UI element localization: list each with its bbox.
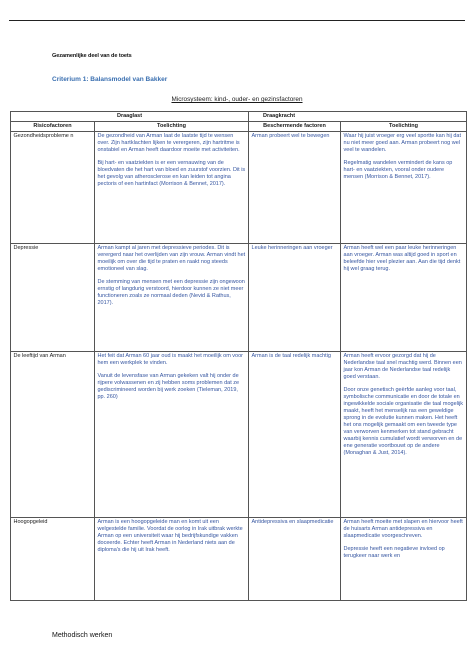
- protective-note-cell: [341, 131, 467, 243]
- risk-factor-cell: Depressie: [11, 243, 95, 351]
- protective-note-paragraph: Arman heeft moeite met slapen en hiervoor heeft de huisarts Arman antidepressiva en slaapmedicatie voorgeschreven.: [343, 518, 463, 539]
- risk-note-paragraph: De gezondheid van Arman laat de laatste tijd te wensen over. Zijn hartklachten lijken te verergeren, zijn hartritme is onstabiel en Arman heeft daardoor moeite met activiteiten.: [97, 132, 240, 153]
- column-header-toelichting-protective: Toelichting: [341, 121, 467, 131]
- protective-factor-cell: Leuke herinneringen aan vroeger: [249, 243, 341, 351]
- risk-note-cell: [95, 517, 249, 600]
- column-header-toelichting-risk: Toelichting: [95, 121, 249, 131]
- group-header-row: [11, 112, 467, 122]
- risk-note-cell: [95, 131, 249, 243]
- table-row-depressie: [11, 243, 467, 351]
- group-header-draagkracht: Draagkracht: [249, 112, 467, 122]
- group-header-draaglast: Draaglast: [11, 112, 249, 122]
- risk-note-paragraph: Arman is een hoogopgeleide man en komt uit een welgestelde familie. Voordat de oorlog in Irak uitbrak werkte Arman op een universiteit waar hij bedrijfskundige vakken doceerde. Echter heeft Arman in Nederland niets aan de diploma's die hij uit Irak heeft.: [97, 518, 243, 553]
- table-row-gezondheid: [11, 131, 467, 243]
- protective-note-cell: [341, 243, 467, 351]
- microsysteem-title: Microsysteem: kind-, ouder- en gezinsfactoren: [171, 96, 303, 103]
- risk-note-paragraph: De stemming van mensen met een depressie zijn ongewoon ernstig of langdurig verstoord, hierdoor kunnen ze niet meer functioneren zoals ze normaal deden (Nevid & Rathus, 2017).: [97, 278, 245, 306]
- risk-note-paragraph: Het feit dat Arman 60 jaar oud is maakt het moeilijk om voor hem een werkplek te vinden.: [97, 352, 244, 366]
- protective-note-paragraph: Arman heeft wel een paar leuke herinneringen aan vroeger. Arman was altijd goed in sport en beleefde hier veel plezier aan. Aan die tijd denkt hij wel graag terug.: [343, 244, 461, 272]
- document-heading: Gezamenlijke deel van de toets: [52, 53, 132, 59]
- table-row-hoogopgeleid: [11, 517, 467, 600]
- risk-note-paragraph: Bij hart- en vaatziekten is er een vernauwing van de bloedvaten die het hart van bloed en zuurstof voorzien. Dit is het gevolg van atherosclerose en kan leiden tot angina pectoris of een hartinfact (Morrison & Bennet, 2017).: [97, 159, 246, 187]
- protective-note-paragraph: Depressie heeft een negatieve invloed op terugkeer naar werk en: [343, 545, 445, 559]
- balance-model-table: [10, 111, 467, 601]
- criterium-title: Criterium 1: Balansmodel van Bakker: [52, 76, 168, 83]
- risk-factor-cell: De leeftijd van Arman: [11, 351, 95, 517]
- protective-note-paragraph: Regelmatig wandelen vermindert de kans op hart- en vaatziekten, vooral onder oudere mensen (Morrison & Bennet, 2017).: [343, 159, 453, 180]
- top-rule: [9, 20, 465, 21]
- column-header-row: [11, 121, 467, 131]
- protective-note-paragraph: Arman heeft ervoor gezorgd dat hij de Nederlandse taal snel machtig werd. Binnen een jaar kon Arman de Nederlandse taal redelijk goed verstaan.: [343, 352, 462, 380]
- column-header-risicofactoren: Risicofactoren: [11, 121, 95, 131]
- table-row-leeftijd: [11, 351, 467, 517]
- protective-note-cell: [341, 517, 467, 600]
- page-footer: Methodisch werken: [52, 632, 113, 639]
- risk-factor-cell: Hoogopgeleid: [11, 517, 95, 600]
- column-header-beschermende-factoren: Beschermende factoren: [249, 121, 341, 131]
- protective-factor-cell: Antidepressiva en slaapmedicatie: [249, 517, 341, 600]
- risk-note-paragraph: Arman kampt al jaren met depressieve periodes. Dit is verergerd naar het overlijden van zijn vrouw. Arman vindt het moeilijk om over die tijd te praten en raakt nog steeds emotioneel van slag.: [97, 244, 246, 272]
- protective-note-cell: [341, 351, 467, 517]
- risk-factor-cell: Gezondheidsprobleme n: [11, 131, 95, 243]
- protective-note-paragraph: Door onze genetisch geërfde aanleg voor taal, symbolische communicatie en door de totale en ingewikkelde sociale organisatie die taal mogelijk maakt, heeft het menselijk ras een geweldige sprong in de evolutie kunnen maken. Het heeft het ons mogelijk gemaakt om een tweede type van verworven kenmerken tot stand gebracht waarbij kennis cumulatief wordt verworven en de ene generatie voortbouwt op de andere (Monaghan & Just, 2014).: [343, 386, 464, 456]
- protective-note-paragraph: Waar hij juist vroeger erg veel sportte kan hij dat nu niet meer goed aan. Arman probeert nog wel veel te wandelen.: [343, 132, 462, 153]
- risk-note-paragraph: Vanuit de levensfase van Arman gekeken valt hij onder de rijpere volwassenen en zij hebben soms problemen dat ze gediscrimineerd worden bij werk zoeken (Tieleman, 2019, pp. 260): [97, 372, 240, 400]
- protective-factor-cell: Arman probeert wel te bewegen: [249, 131, 341, 243]
- risk-note-cell: [95, 351, 249, 517]
- protective-factor-cell: Arman is de taal redelijk machtig: [249, 351, 341, 517]
- risk-note-cell: [95, 243, 249, 351]
